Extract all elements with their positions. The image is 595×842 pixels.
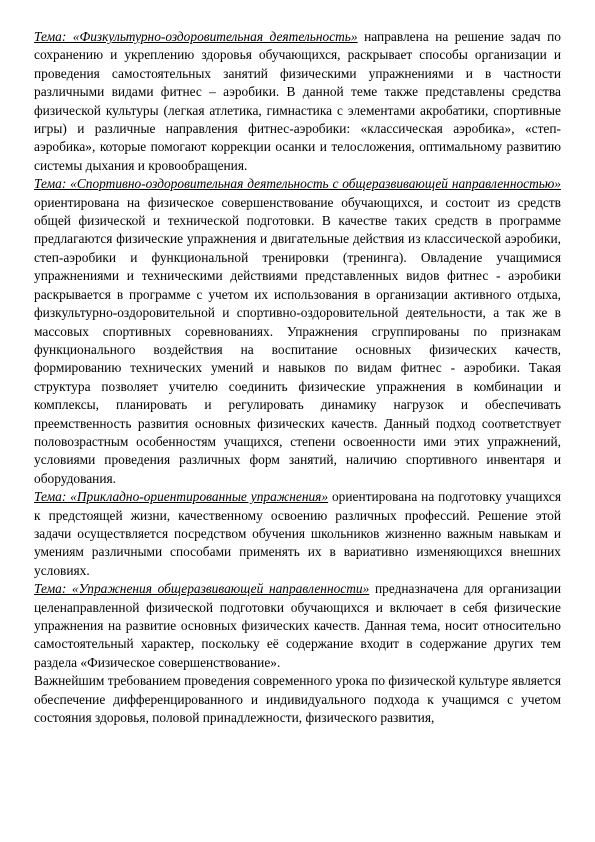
paragraph-text: ориентирована на подготовку учащихся к предстоящей жизни, качественному освоению различных профессий. Решение этой задачи осуществляется посредством обучения школьников жизненно важным навыкам и умениям различными способами применять их в вариативно изменяющихся внешних условиях.: [34, 489, 561, 578]
topic-heading: Тема: «Спортивно-оздоровительная деятельность с общеразвивающей направленностью»: [34, 176, 561, 192]
paragraph-sport-health: [34, 175, 561, 488]
topic-heading: Тема: «Упражнения общеразвивающей направленности»: [34, 581, 370, 597]
paragraph-lesson-requirements: [34, 672, 561, 727]
topic-heading: Тема: «Прикладно-ориентированные упражнения»: [34, 489, 329, 505]
paragraph-applied-exercises: [34, 488, 561, 580]
paragraph-fitness-health: [34, 28, 561, 175]
paragraph-text: ориентирована на физическое совершенствование обучающихся, и состоит из средств общей физической и технической подготовки. В качестве таких средств в программе предлагаются физические упражнения и двигательные действия из классической аэробики, степ-аэробики и функциональной тренировки (тренинга). Овладение учащимися упражнениями и техническими действиями представленных видов фитнес - аэробики раскрывается в программе с учетом их использования в организации активного отдыха, физкультурно-оздоровительной и спортивно-оздоровительной деятельности, а так же в массовых спортивных соревнованиях. Упражнения сгруппированы по признакам функционального воздействия на воспитание основных физических качеств, формированию технических умений и навыков по видам фитнес - аэробики. Такая структура позволяет учителю соединить физические упражнения в комбинации и комплексы, планировать и регулировать динамику нагрузок и обеспечивать преемственность развития основных физических качеств. Данный подход соответствует половозрастным особенностям учащихся, степени освоенности ими этих упражнений, условиями проведения различных форм занятий, наличию спортивного инвентаря и оборудования.: [34, 194, 561, 486]
paragraph-text: направлена на решение задач по сохранению и укреплению здоровья обучающихся, раскрывает способы организации и проведения самостоятельных занятий физическими упражнениями и в частности различными видами фитнес – аэробики. В данной теме также представлены средства физической культуры (легкая атлетика, гимнастика с элементами акробатики, спортивные игры) и различные направления фитнес-аэробики: «классическая аэробика», «степ-аэробика», которые помогают коррекции осанки и телосложения, оптимальному развитию системы дыхания и кровообращения.: [34, 29, 561, 173]
document-page: [34, 28, 561, 727]
paragraph-text: предназначена для организации целенаправленной физической подготовки обучающихся и включает в себя физические упражнения на развитие основных физических качеств. Данная тема, носит относительно самостоятельный характер, поскольку её содержание входит в содержание других тем раздела «Физическое совершенствование».: [34, 581, 561, 670]
topic-heading: Тема: «Физкультурно-оздоровительная деятельность»: [34, 29, 358, 44]
paragraph-text: Важнейшим требованием проведения современного урока по физической культуре является обеспечение дифференцированного и индивидуального подхода к учащимся с учетом состояния здоровья, половой принадлежности, физического развития,: [34, 673, 561, 726]
paragraph-general-exercises: [34, 580, 561, 672]
